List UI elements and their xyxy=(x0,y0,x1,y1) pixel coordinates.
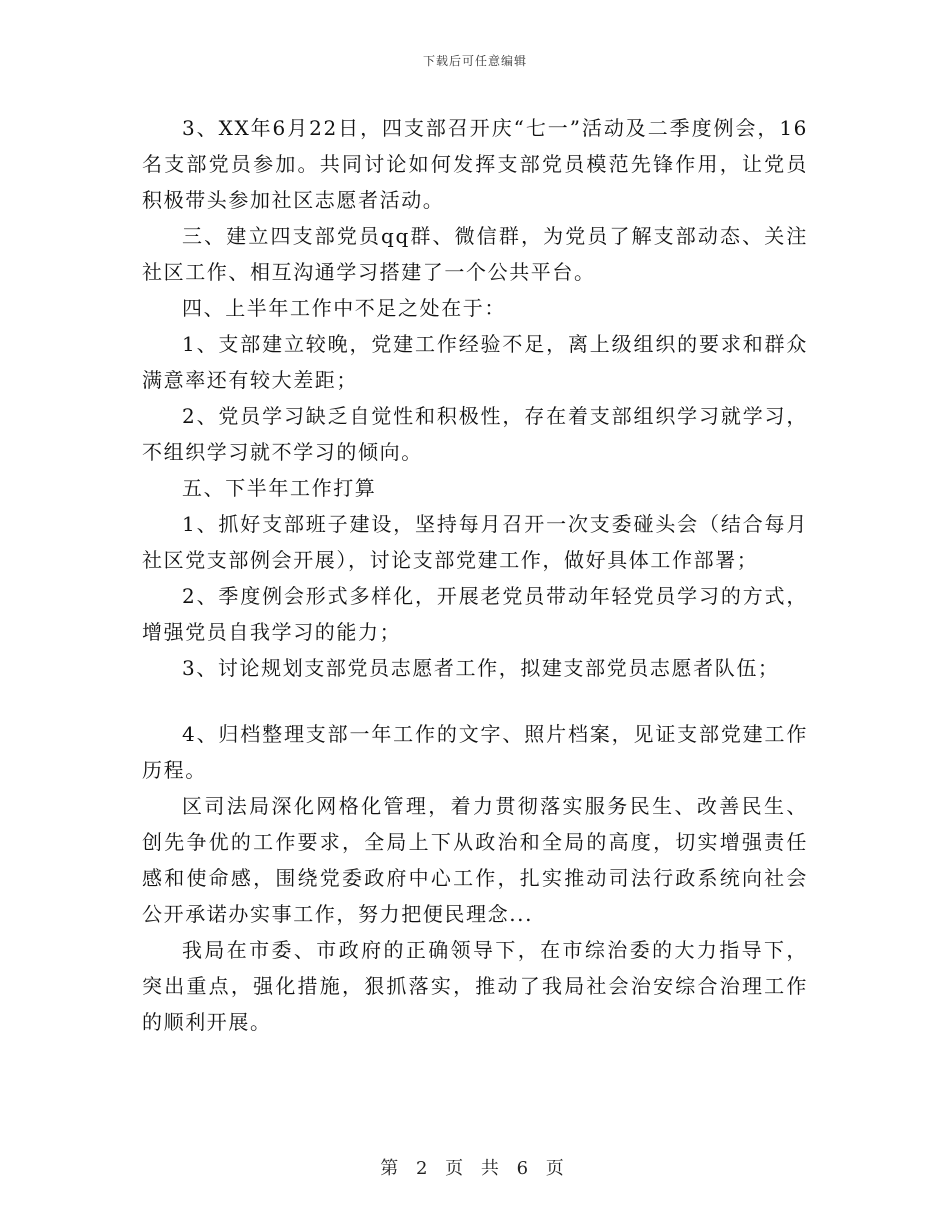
paragraph: 三、建立四支部党员qq群、微信群，为党员了解支部动态、关注社区工作、相互沟通学习搭建了一个公共平台。 xyxy=(142,224,808,284)
paragraph: 区司法局深化网格化管理，着力贯彻落实服务民生、改善民生、创先争优的工作要求，全局上下从政治和全局的高度，切实增强责任感和使命感，围绕党委政府中心工作，扎实推动司法行政系统向社会公开承诺办实事工作，努力把便民理念... xyxy=(142,794,808,926)
paragraph: 3、XX年6月22日，四支部召开庆“七一”活动及二季度例会，16名支部党员参加。共同讨论如何发挥支部党员模范先锋作用，让党员积极带头参加社区志愿者活动。 xyxy=(142,116,808,212)
section-heading: 五、下半年工作打算 xyxy=(182,476,377,500)
section-heading: 四、上半年工作中不足之处在于： xyxy=(182,296,506,320)
paragraph: 我局在市委、市政府的正确领导下，在市综治委的大力指导下，突出重点，强化措施，狠抓落实，推动了我局社会治安综合治理工作的顺利开展。 xyxy=(142,938,808,1034)
paragraph: 1、支部建立较晚，党建工作经验不足，离上级组织的要求和群众满意率还有较大差距； xyxy=(142,332,808,392)
paragraph: 2、季度例会形式多样化，开展老党员带动年轻党员学习的方式，增强党员自我学习的能力； xyxy=(142,584,808,644)
page-number: 第 2 页 共 6 页 xyxy=(380,1158,570,1179)
paragraph: 1、抓好支部班子建设，坚持每月召开一次支委碰头会（结合每月社区党支部例会开展），讨论支部党建工作，做好具体工作部署； xyxy=(142,512,808,572)
paragraph: 2、党员学习缺乏自觉性和积极性，存在着支部组织学习就学习，不组织学习就不学习的倾向。 xyxy=(142,404,808,464)
page-header: 下载后可任意编辑 xyxy=(422,54,527,68)
document-body xyxy=(142,110,808,1040)
paragraph: 4、归档整理支部一年工作的文字、照片档案，见证支部党建工作历程。 xyxy=(142,722,808,782)
paragraph: 3、讨论规划支部党员志愿者工作，拟建支部党员志愿者队伍； xyxy=(182,656,780,680)
